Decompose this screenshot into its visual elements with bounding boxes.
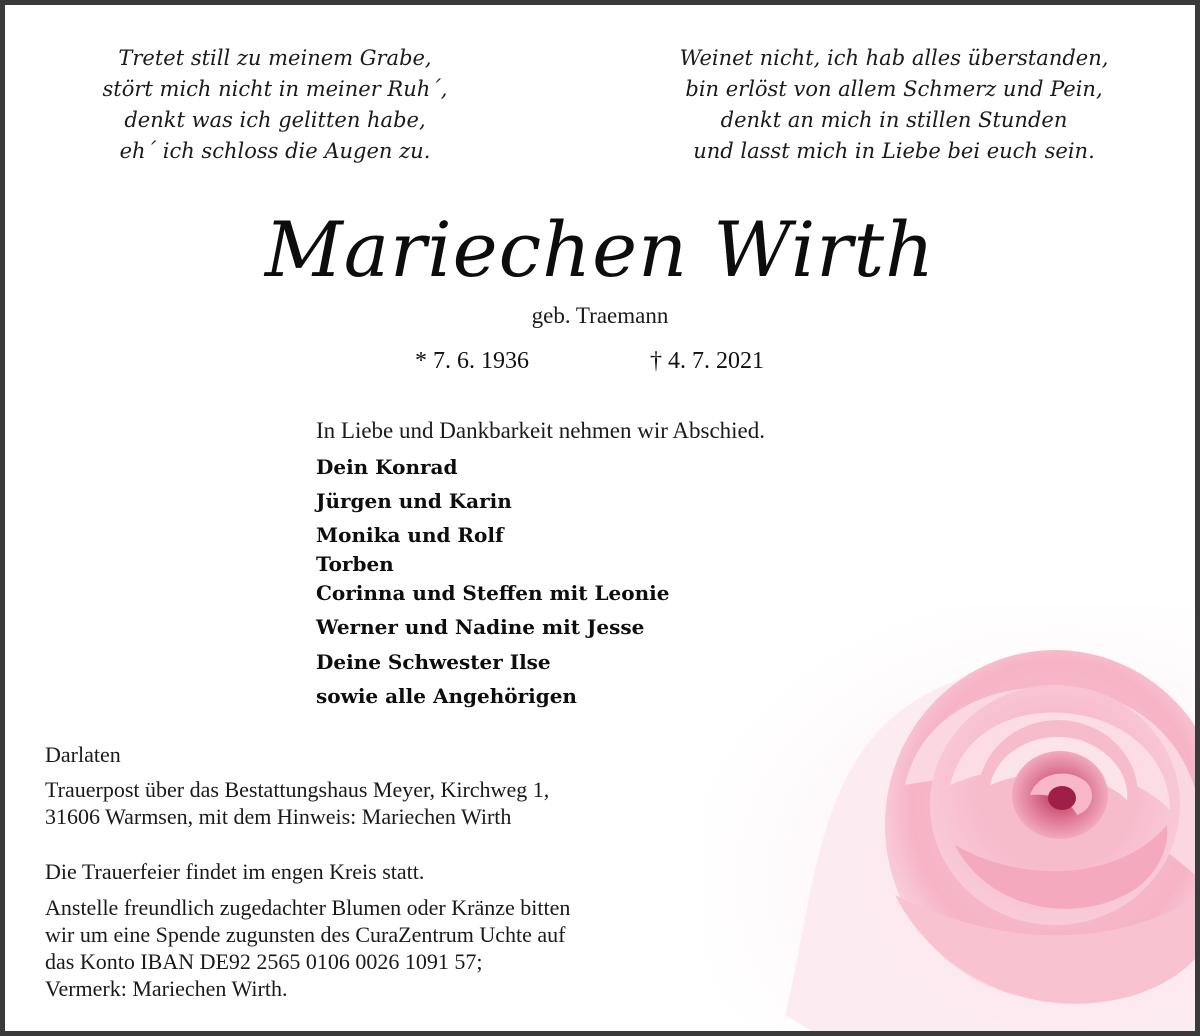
- mourner-name: Werner und Nadine mit Jesse: [316, 615, 645, 639]
- verse-line: denkt was ich gelitten habe,: [124, 108, 426, 132]
- mourner-name: Deine Schwester Ilse: [316, 650, 551, 674]
- verse-left: [55, 43, 495, 167]
- donation-line: Anstelle freundlich zugedachter Blumen oder Kränze bitten: [45, 895, 571, 920]
- mourner-name: Monika und Rolf: [316, 523, 504, 547]
- mourner-name: Jürgen und Karin: [316, 489, 512, 513]
- maiden-name: geb. Traemann: [531, 303, 669, 328]
- verse-line: denkt an mich in stillen Stunden: [720, 108, 1068, 132]
- mourner-name: Torben: [316, 552, 394, 576]
- mourner-name: Corinna und Steffen mit Leonie: [316, 581, 670, 605]
- rose-image: [775, 635, 1200, 1036]
- verse-line: eh´ ich schloss die Augen zu.: [119, 139, 431, 163]
- verse-line: und lasst mich in Liebe bei euch sein.: [693, 139, 1095, 163]
- deceased-name: Mariechen Wirth: [264, 205, 936, 294]
- mail-note-line: 31606 Warmsen, mit dem Hinweis: Mariechen Wirth: [45, 804, 512, 829]
- death-date: † 4. 7. 2021: [650, 348, 764, 374]
- mourner-name: sowie alle Angehörigen: [316, 684, 577, 708]
- donation-line: das Konto IBAN DE92 2565 0106 0026 1091 57;: [45, 949, 483, 974]
- mourner-name: Dein Konrad: [316, 455, 458, 479]
- verse-line: Tretet still zu meinem Grabe,: [118, 46, 432, 70]
- donation-line: wir um eine Spende zugunsten des CuraZentrum Uchte auf: [45, 922, 566, 947]
- verse-line: stört mich nicht in meiner Ruh´,: [102, 77, 448, 101]
- mail-note-line: Trauerpost über das Bestattungshaus Meyer, Kirchweg 1,: [45, 777, 550, 802]
- verse-right: [627, 43, 1161, 167]
- donation-line: Vermerk: Mariechen Wirth.: [45, 976, 288, 1001]
- birth-date: * 7. 6. 1936: [415, 348, 529, 374]
- verse-line: Weinet nicht, ich hab alles überstanden,: [679, 46, 1109, 70]
- verse-line: bin erlöst von allem Schmerz und Pein,: [685, 77, 1103, 101]
- ceremony-note: Die Trauerfeier findet im engen Kreis statt.: [45, 859, 425, 884]
- location: Darlaten: [45, 742, 121, 767]
- farewell-line: In Liebe und Dankbarkeit nehmen wir Abschied.: [316, 418, 766, 443]
